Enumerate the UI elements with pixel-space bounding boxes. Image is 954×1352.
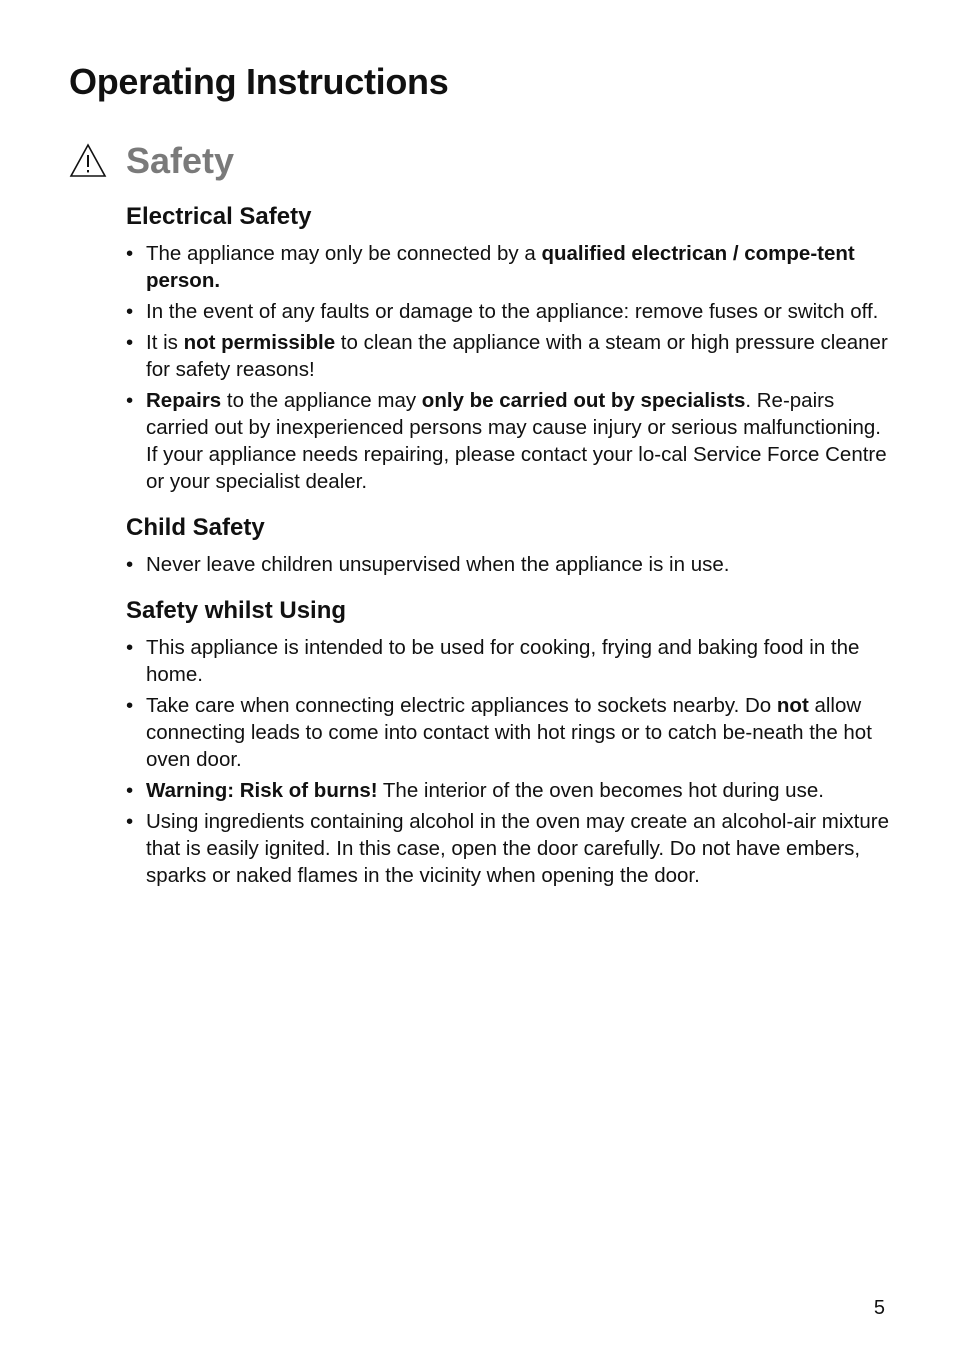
item-emphasis: not <box>776 694 809 717</box>
item-text: . Re-pairs carried out by inexperienced persons may cause injury or serious malfunctioning. If your appliance needs repairing, please contact your lo-cal Service Force Centre or your specialist dealer. <box>146 389 887 493</box>
list-item <box>126 329 890 383</box>
electrical-safety-section <box>126 198 890 495</box>
item-text: Never leave children unsupervised when the appliance is in use. <box>146 553 730 576</box>
electrical-safety-heading: Electrical Safety <box>126 203 312 230</box>
item-text: Take care when connecting electric appliances to sockets nearby. Do <box>146 694 777 717</box>
section-header <box>69 138 107 184</box>
list-item <box>126 634 890 688</box>
safety-whilst-using-list <box>126 634 890 889</box>
item-text: to the appliance may <box>221 389 422 412</box>
item-emphasis: qualified electrican / compe-tent person. <box>146 242 855 292</box>
child-safety-section <box>126 509 890 578</box>
list-item <box>126 808 890 889</box>
item-text: The interior of the oven becomes hot during use. <box>377 779 824 802</box>
warning-triangle-icon <box>69 142 107 180</box>
list-item <box>126 240 890 294</box>
list-item <box>126 777 890 804</box>
item-text: In the event of any faults or damage to the appliance: remove fuses or switch off. <box>146 300 879 323</box>
list-item <box>126 298 890 325</box>
safety-whilst-using-section <box>126 592 890 889</box>
page-number: 5 <box>873 1297 885 1319</box>
item-text: It is <box>146 331 184 354</box>
item-text: Using ingredients containing alcohol in the oven may create an alcohol-air mixture that is easily ignited. In this case, open the door carefully. Do not have embers, sparks or naked flames in the vicinity when opening the door. <box>146 810 889 887</box>
item-emphasis: only be carried out by specialists <box>421 389 746 412</box>
item-text: The appliance may only be connected by a <box>146 242 542 265</box>
list-item <box>126 551 890 578</box>
safety-whilst-using-heading: Safety whilst Using <box>126 597 347 624</box>
page-title: Operating Instructions <box>69 61 449 102</box>
list-item <box>126 387 890 495</box>
child-safety-heading: Child Safety <box>126 514 265 541</box>
content <box>126 198 890 903</box>
item-text: allow connecting leads to come into contact with hot rings or to catch be-neath the hot oven door. <box>146 694 872 771</box>
electrical-safety-list <box>126 240 890 495</box>
item-text: This appliance is intended to be used for cooking, frying and baking food in the home. <box>146 636 860 686</box>
child-safety-list <box>126 551 890 578</box>
item-emphasis: not permissible <box>183 331 336 354</box>
item-emphasis: Warning: Risk of burns! <box>146 779 378 802</box>
item-emphasis: Repairs <box>146 389 222 412</box>
list-item <box>126 692 890 773</box>
section-title: Safety <box>126 140 235 181</box>
item-text: to clean the appliance with a steam or high pressure cleaner for safety reasons! <box>146 331 888 381</box>
